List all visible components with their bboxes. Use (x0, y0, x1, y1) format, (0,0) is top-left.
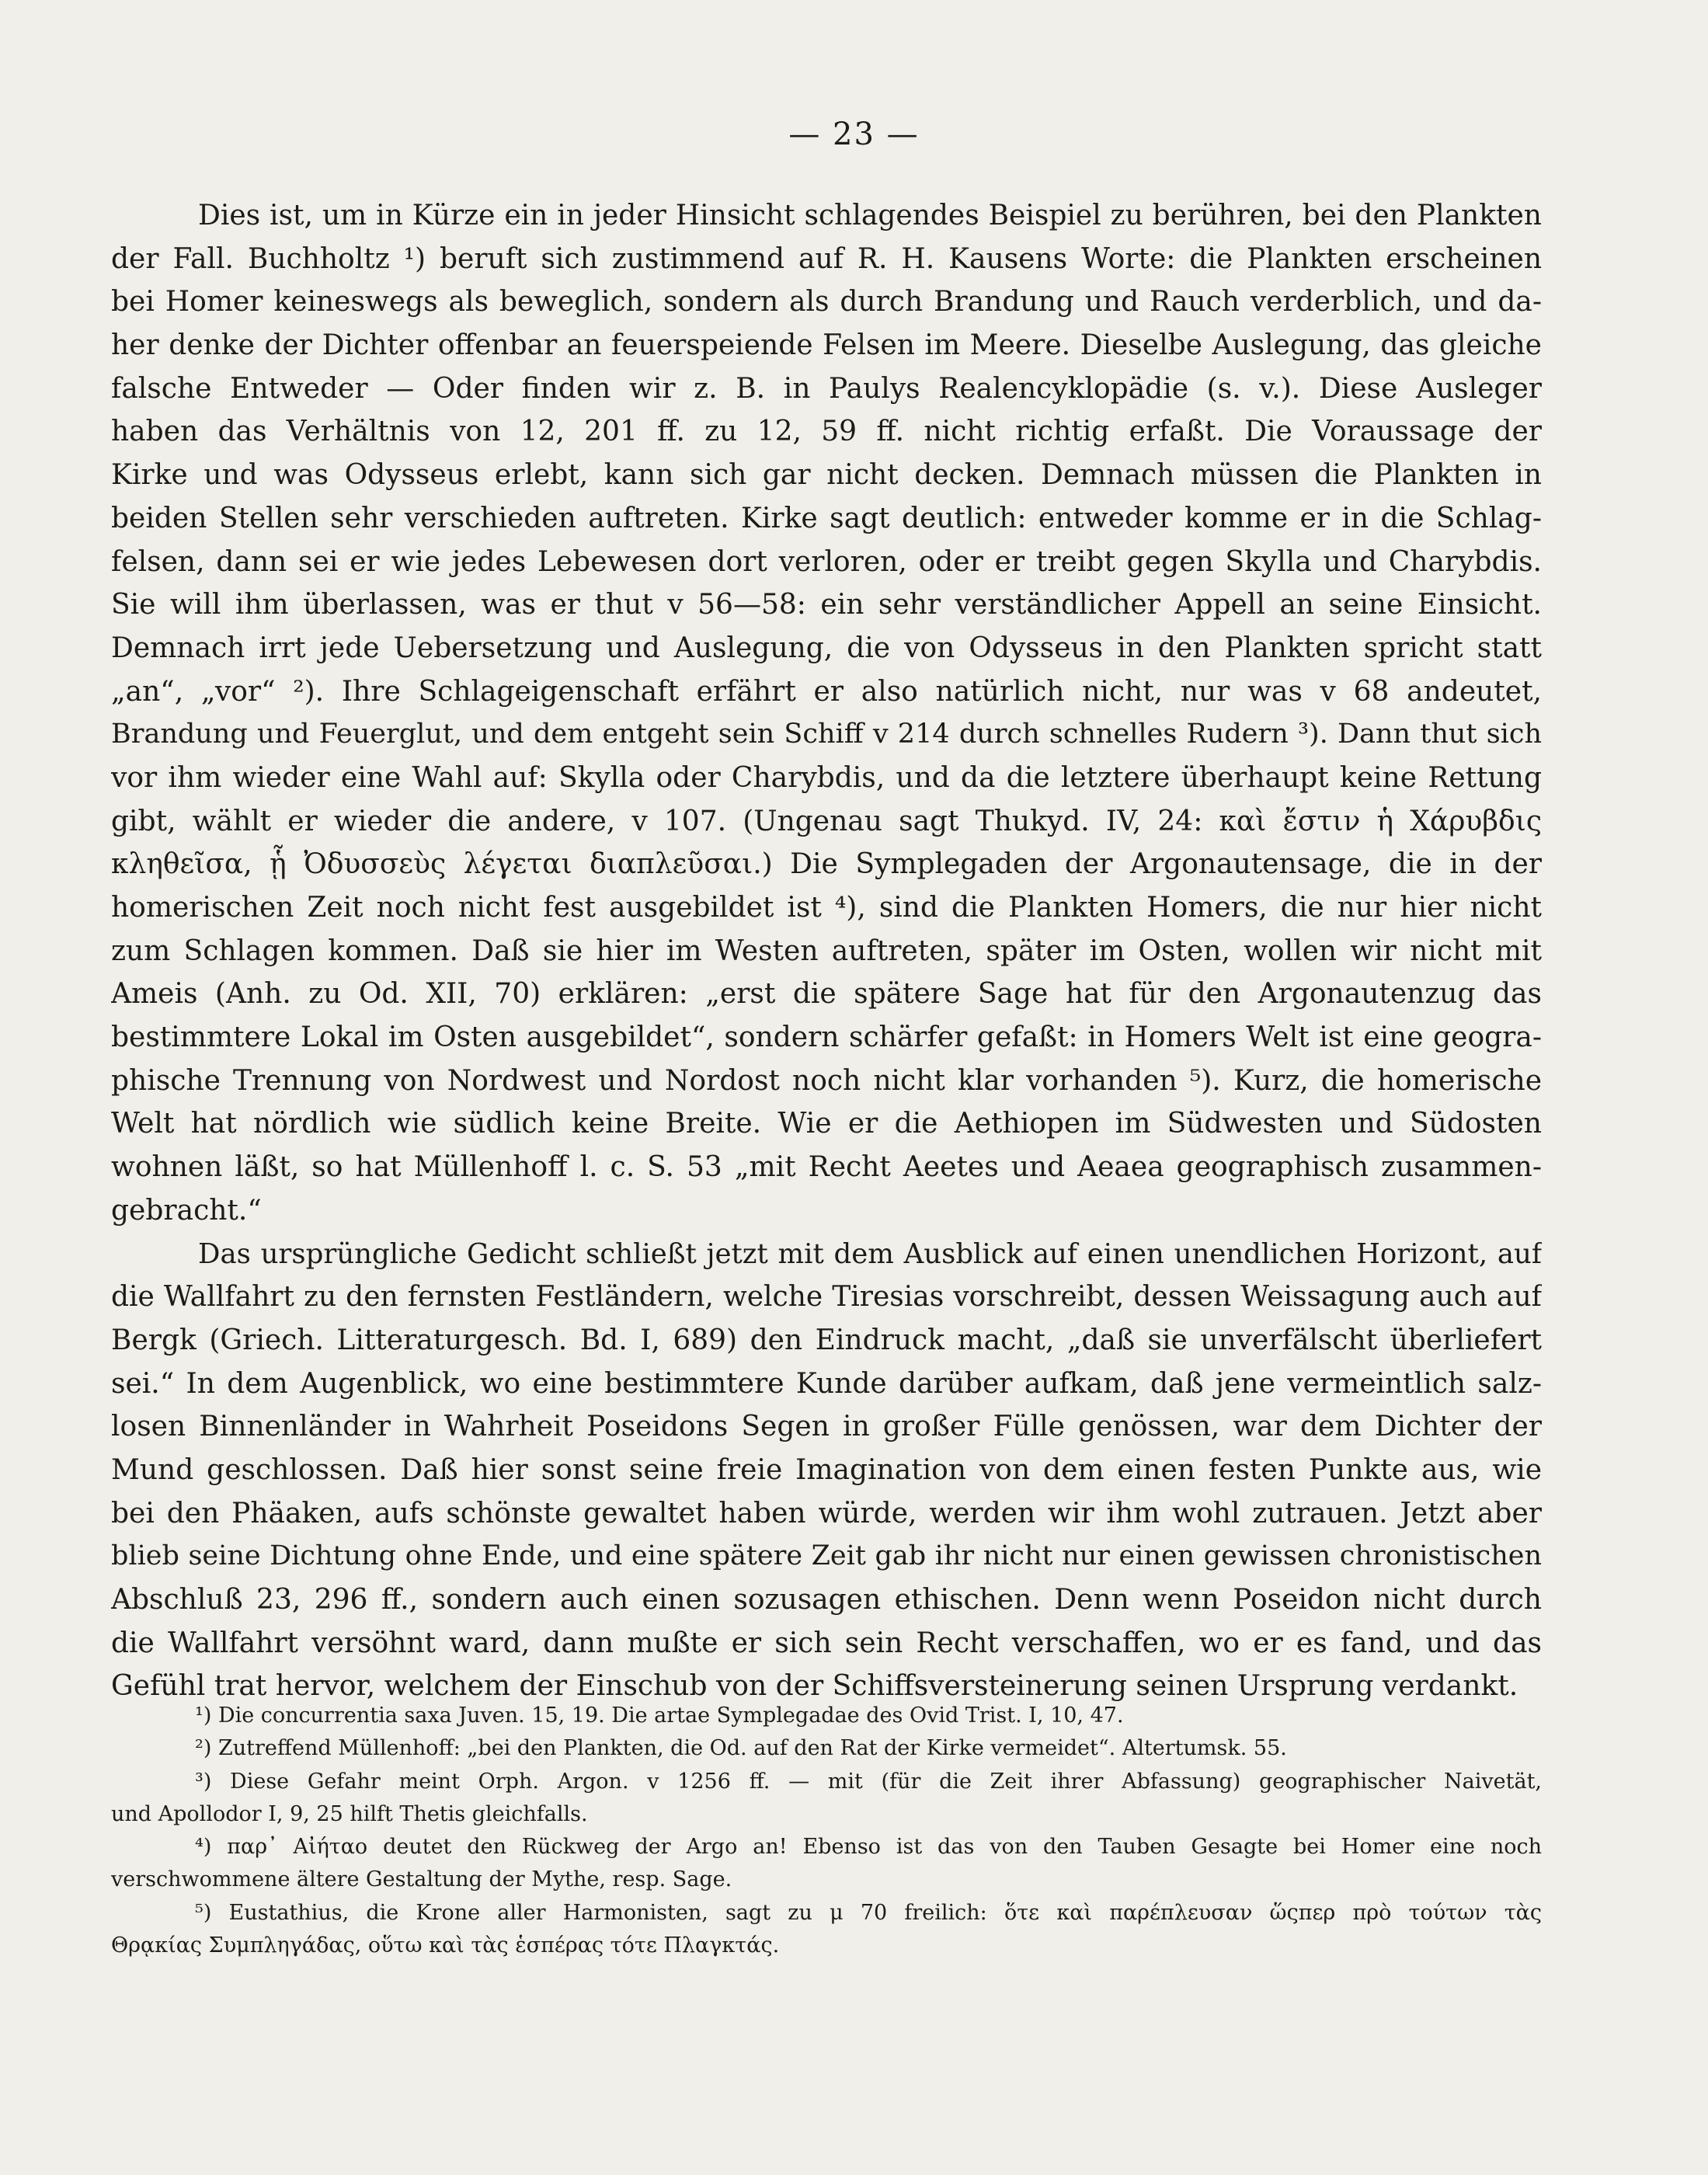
text-line: haben das Verhältnis von 12, 201 ff. zu 12, 59 ff. nicht richtig erfaßt. Die Voraussage der (111, 416, 1542, 448)
footnote-line: ¹) Die concurrentia saxa Juven. 15, 19. Die artae Symplegadae des Ovid Trist. I, 10, 47. (195, 1703, 1124, 1728)
text-line: Ameis (Anh. zu Od. XII, 70) erklären: „erst die spätere Sage hat für den Argonautenzug das (111, 978, 1542, 1011)
footnote-line: ⁵) Eustathius, die Krone aller Harmonisten, sagt zu μ 70 freilich: ὅτε καὶ παρέπλευσαν ὥςπερ πρὸ τούτων τὰς (195, 1900, 1542, 1925)
footnote (111, 1700, 1542, 1732)
text-line: die Wallfahrt zu den fernsten Festländern, welche Tiresias vorschreibt, dessen Weissagung auch auf (111, 1281, 1542, 1314)
text-line: Brandung und Feuerglut, und dem entgeht sein Schiff v 214 durch schnelles Rudern ³). Dann thut sich (111, 719, 1542, 750)
footnote-line: und Apollodor I, 9, 25 hilft Thetis gleichfalls. (111, 1801, 588, 1826)
text-line: bei Homer keineswegs als beweglich, sondern als durch Brandung und Rauch verderblich, und da- (111, 286, 1542, 318)
text-line: Kirke und was Odysseus erlebt, kann sich gar nicht decken. Demnach müssen die Plankten in (111, 459, 1542, 492)
footnote-line: verschwommene ältere Gestaltung der Mythe, resp. Sage. (111, 1867, 732, 1892)
text-line: Das ursprüngliche Gedicht schließt jetzt mit dem Ausblick auf einen unendlichen Horizont, auf (198, 1237, 1542, 1270)
text-line: Gefühl trat hervor, welchem der Einschub von der Schiffsversteinerung seinen Ursprung verdankt. (111, 1670, 1518, 1703)
text-line: Bergk (Griech. Litteraturgesch. Bd. I, 689) den Eindruck macht, „daß sie unverfälscht überliefert (111, 1324, 1542, 1356)
text-line: Dies ist, um in Kürze ein in jeder Hinsicht schlagendes Beispiel zu berühren, bei den Plankten (198, 200, 1542, 231)
text-line: Welt hat nördlich wie südlich keine Breite. Wie er die Aethiopen im Südwesten und Südosten (111, 1108, 1542, 1140)
footnote (111, 1766, 1542, 1832)
text-line: homerischen Zeit noch nicht fest ausgebildet ist ⁴), sind die Plankten Homers, die nur hier nicht (111, 892, 1542, 924)
text-line: wohnen läßt, so hat Müllenhoff l. c. S. 53 „mit Recht Aeetes und Aeaea geographisch zusammen- (111, 1151, 1542, 1184)
footnote-line: ³) Diese Gefahr meint Orph. Argon. v 1256 ff. — mit (für die Zeit ihrer Abfassung) geographischer Naivetät, (195, 1769, 1542, 1794)
text-line: vor ihm wieder eine Wahl auf: Skylla oder Charybdis, und da die letztere überhaupt keine Rettung (111, 761, 1542, 794)
paragraph (111, 194, 1542, 1233)
footnote (111, 1732, 1542, 1765)
footnote-line: ²) Zutreffend Müllenhoff: „bei den Plankten, die Od. auf den Rat der Kirke vermeidet“. Altertumsk. 55. (195, 1736, 1287, 1761)
text-line: blieb seine Dichtung ohne Ende, und eine spätere Zeit gab ihr nicht nur einen gewissen chronistischen (111, 1540, 1542, 1572)
text-line: sei.“ In dem Augenblick, wo eine bestimmtere Kunde darüber aufkam, daß jene vermeintlich salz- (111, 1367, 1542, 1400)
footnote-line: Θρᾳκίας Συμπληγάδας, οὕτω καὶ τὰς ἑσπέρας τότε Πλαγκτάς. (111, 1933, 780, 1958)
text-line: Abschluß 23, 296 ff., sondern auch einen sozusagen ethischen. Denn wenn Poseidon nicht durch (111, 1584, 1542, 1616)
text-line: bestimmtere Lokal im Osten ausgebildet“, sondern schärfer gefaßt: in Homers Welt ist eine geogra- (111, 1021, 1542, 1054)
text-line: felsen, dann sei er wie jedes Lebewesen dort verloren, oder er treibt gegen Skylla und Charybdis. (111, 545, 1542, 578)
text-line: der Fall. Buchholtz ¹) beruft sich zustimmend auf R. H. Kausens Worte: die Plankten erscheinen (111, 242, 1542, 275)
text-line: beiden Stellen sehr verschieden auftreten. Kirke sagt deutlich: entweder komme er in die Schlag- (111, 502, 1542, 534)
body-text (111, 194, 1542, 1708)
text-line: die Wallfahrt versöhnt ward, dann mußte er sich sein Recht verschaffen, wo er es fand, und das (111, 1627, 1542, 1659)
text-line: gibt, wählt er wieder die andere, v 107. (Ungenau sagt Thukyd. IV, 24: καὶ ἔστιν ἡ Χάρυβδις (111, 805, 1542, 837)
footnotes (111, 1700, 1542, 1962)
text-line: zum Schlagen kommen. Daß sie hier im Westen auftreten, später im Osten, wollen wir nicht mit (111, 934, 1542, 967)
footnote (111, 1831, 1542, 1897)
text-line: falsche Entweder — Oder finden wir z. B. in Paulys Realencyklopädie (s. v.). Diese Ausleger (111, 372, 1542, 405)
text-line: Sie will ihm überlassen, was er thut v 56—58: ein sehr verständlicher Appell an seine Einsicht. (111, 589, 1542, 621)
text-line: κληθεῖσα, ᾗ Ὀδυσσεὺς λέγεται διαπλεῦσαι.) Die Symplegaden der Argonautensage, die in der (111, 848, 1542, 881)
text-line: „an“, „vor“ ²). Ihre Schlageigenschaft erfährt er also natürlich nicht, nur was v 68 andeutet, (111, 675, 1542, 708)
text-line: Demnach irrt jede Uebersetzung und Auslegung, die von Odysseus in den Plankten spricht statt (111, 632, 1542, 664)
text-line: gebracht.“ (111, 1194, 262, 1227)
footnote (111, 1897, 1542, 1963)
text-line: phische Trennung von Nordwest und Nordost noch nicht klar vorhanden ⁵). Kurz, die homerische (111, 1064, 1542, 1097)
text-line: bei den Phäaken, aufs schönste gewaltet haben würde, werden wir ihm wohl zutrauen. Jetzt aber (111, 1497, 1542, 1529)
footnote-line: ⁴) παρ᾽ Αἰήταο deutet den Rückweg der Argo an! Ebenso ist das von den Tauben Gesagte bei Homer eine noch (195, 1835, 1542, 1860)
text-line: losen Binnenländer in Wahrheit Poseidons Segen in großer Fülle genössen, war dem Dichter der (111, 1411, 1542, 1443)
page-number: — 23 — (788, 117, 920, 152)
text-line: her denke der Dichter offenbar an feuerspeiende Felsen im Meere. Dieselbe Auslegung, das gleiche (111, 329, 1542, 362)
paragraph (111, 1233, 1542, 1709)
text-line: Mund geschlossen. Daß hier sonst seine freie Imagination von dem einen festen Punkte aus, wie (111, 1453, 1542, 1486)
